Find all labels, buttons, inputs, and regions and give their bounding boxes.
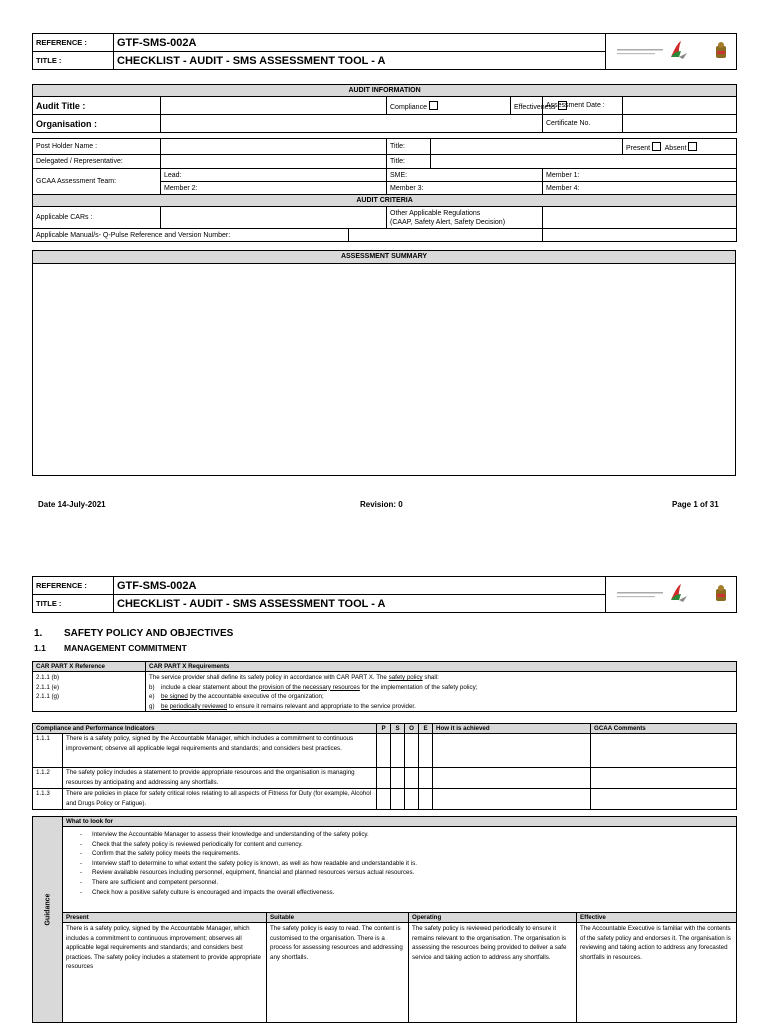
s-cell[interactable]: [391, 734, 405, 768]
list-item: - Check that the safety policy is reviewed periodically for content and currency.: [80, 840, 733, 850]
level-effective-header: Effective: [577, 913, 737, 923]
subsection-heading: [34, 643, 187, 653]
indicators-table: [32, 723, 737, 810]
reference-label: REFERENCE :: [33, 34, 114, 52]
title-value: CHECKLIST - AUDIT - SMS ASSESSMENT TOOL - A: [114, 595, 606, 613]
assessment-date-field[interactable]: [623, 97, 737, 115]
section-heading: [34, 628, 233, 639]
indicator-number: 1.1.2: [33, 768, 63, 789]
list-item: - Interview the Accountable Manager to assess their knowledge and understanding of the safety policy.: [80, 830, 733, 840]
post-holder-title-label: Title:: [387, 139, 431, 155]
reference-value: GTF-SMS-002A: [114, 577, 606, 595]
cars-field[interactable]: [161, 207, 387, 229]
absent-checkbox[interactable]: [688, 142, 697, 151]
team-label: GCAA Assessment Team:: [33, 169, 161, 195]
effectiveness-option[interactable]: [511, 97, 556, 115]
present-checkbox[interactable]: [652, 142, 661, 151]
compliance-checkbox[interactable]: [429, 101, 438, 110]
p-cell[interactable]: [377, 734, 391, 768]
p-cell[interactable]: [377, 789, 391, 810]
gcaa-comments-cell[interactable]: [591, 768, 737, 789]
footer-page: Page 1 of 31: [672, 500, 719, 509]
guidance-side-label: Guidance: [33, 817, 63, 1023]
o-cell[interactable]: [405, 789, 419, 810]
member3-label: Member 3:: [390, 184, 424, 192]
compliance-option[interactable]: [387, 97, 511, 115]
level-operating-header: Operating: [409, 913, 577, 923]
gcaa-logo: [606, 577, 737, 613]
assessment-date-label: Assessment Date :: [543, 97, 623, 115]
compliance-label: Compliance: [390, 103, 427, 111]
car-requirements-table: [32, 661, 737, 712]
gcaa-comments-header: GCAA Comments: [591, 724, 737, 734]
title-label: TITLE :: [33, 595, 114, 613]
what-to-look-for-header: What to look for: [63, 817, 737, 827]
member1-field[interactable]: [543, 169, 737, 182]
audit-title-field[interactable]: [161, 97, 387, 115]
s-header: S: [391, 724, 405, 734]
car-ref-header: CAR PART X Reference: [33, 662, 146, 672]
title-value: CHECKLIST - AUDIT - SMS ASSESSMENT TOOL - A: [114, 52, 606, 70]
logo-graphic: [609, 580, 733, 608]
car-requirements-text: The service provider shall define its safety policy in accordance with CAR PART X. The safety policy shall: b) include a clear statement about the provision of the necessary resources for the implementation of the safety policy; e) be signed by the accountable executive of the organization; g) be periodically reviewed to ensure it remains relevant and appropriate to the service provider.: [146, 672, 737, 712]
gcaa-comments-cell[interactable]: [591, 734, 737, 768]
delegated-title-field[interactable]: [431, 155, 737, 169]
s-cell[interactable]: [391, 789, 405, 810]
member2-field[interactable]: [161, 182, 387, 195]
reference-label: REFERENCE :: [33, 577, 114, 595]
indicator-number: 1.1.1: [33, 734, 63, 768]
cars-label: Applicable CARs :: [33, 207, 161, 229]
e-cell[interactable]: [419, 768, 433, 789]
o-header: O: [405, 724, 419, 734]
page2-header: [32, 576, 737, 613]
car-ref-item: 2.1.1 (e): [36, 683, 60, 691]
o-cell[interactable]: [405, 734, 419, 768]
member3-field[interactable]: [387, 182, 543, 195]
other-regulations-field[interactable]: [543, 207, 737, 229]
sme-field[interactable]: [387, 169, 543, 182]
lead-field[interactable]: [161, 169, 387, 182]
organisation-label: Organisation :: [33, 115, 161, 133]
assessment-summary-title: ASSESSMENT SUMMARY: [33, 251, 735, 264]
sme-label: SME:: [390, 171, 408, 179]
member4-field[interactable]: [543, 182, 737, 195]
level-suitable-header: Suitable: [267, 913, 409, 923]
guidance-list: [63, 827, 737, 913]
title-label: TITLE :: [33, 52, 114, 70]
effectiveness-label: Effectiveness: [514, 103, 556, 111]
lead-label: Lead:: [164, 171, 182, 179]
manuals-label: Applicable Manual/s- Q-Pulse Reference and Version Number:: [33, 229, 349, 242]
p-cell[interactable]: [377, 768, 391, 789]
gcaa-logo: [606, 34, 737, 70]
audit-title-label: Audit Title :: [33, 97, 161, 115]
list-item: - There are sufficient and competent personnel.: [80, 878, 733, 888]
table-row: [33, 734, 737, 768]
manuals-extra-field[interactable]: [543, 229, 737, 242]
certificate-field[interactable]: [623, 115, 737, 133]
level-effective-text: The Accountable Executive is familiar with the contents of the safety policy and endorses it. The organisation is reviewing and taking action to address any forecasted shortfalls in resources.: [577, 923, 737, 1023]
audit-information-table: [32, 84, 737, 242]
how-achieved-header: How it is achieved: [433, 724, 591, 734]
certificate-label: Certificate No.: [543, 115, 623, 133]
table-row: [33, 768, 737, 789]
delegated-label: Delegated / Representative:: [33, 155, 161, 169]
level-present-text: There is a safety policy, signed by the Accountable Manager, which includes a commitment to continuous improvement; observes all applicable legal requirements and standards; and considers best practices. The safety policy includes a statement to provide appropriate resources: [63, 923, 267, 1023]
section-title: SAFETY POLICY AND OBJECTIVES: [64, 628, 234, 639]
assessment-summary-field[interactable]: [33, 264, 735, 475]
member1-label: Member 1:: [546, 171, 580, 179]
e-cell[interactable]: [419, 789, 433, 810]
post-holder-title-field[interactable]: [431, 139, 623, 155]
section-number: 1.: [34, 628, 43, 639]
indicator-text: There is a safety policy, signed by the Accountable Manager, which includes a commitment to continuous improvement; observe all applicable legal requirements and standards; and considers best practices.: [63, 734, 377, 768]
o-cell[interactable]: [405, 768, 419, 789]
assessment-summary-box: [32, 250, 736, 476]
indicator-number: 1.1.3: [33, 789, 63, 810]
car-references: [33, 672, 146, 712]
list-item: - Check how a positive safety culture is encouraged and impacts the overall effectiveness.: [80, 888, 733, 898]
delegated-field[interactable]: [161, 155, 387, 169]
other-regulations-label: [387, 207, 543, 229]
other-regs-line1: Other Applicable Regulations: [390, 209, 481, 217]
audit-criteria-title: AUDIT CRITERIA: [33, 195, 737, 207]
table-row: [33, 789, 737, 810]
subsection-number: 1.1: [34, 643, 46, 653]
how-achieved-cell[interactable]: [433, 789, 591, 810]
logo-graphic: [609, 37, 733, 65]
list-item: - Interview staff to determine to what extent the safety policy is known, as well as how readable and understandable it is.: [80, 859, 733, 869]
car-ref-item: 2.1.1 (b): [36, 674, 60, 681]
e-cell[interactable]: [419, 734, 433, 768]
footer-date: Date 14-July-2021: [38, 500, 106, 509]
level-suitable-text: The safety policy is easy to read. The content is customised to the organisation. There is a process for assessing resources and addressing any shortfalls.: [267, 923, 409, 1023]
organisation-field[interactable]: [161, 115, 543, 133]
delegated-title-label: Title:: [387, 155, 431, 169]
post-holder-label: Post Holder Name :: [33, 139, 161, 155]
car-req-header: CAR PART X Requirements: [146, 662, 737, 672]
s-cell[interactable]: [391, 768, 405, 789]
attendance-options[interactable]: [623, 139, 737, 155]
present-label: Present: [626, 144, 651, 152]
indicators-header: Compliance and Performance Indicators: [33, 724, 377, 734]
subsection-title: MANAGEMENT COMMITMENT: [64, 643, 187, 653]
list-item: - Confirm that the safety policy meets the requirements.: [80, 849, 733, 859]
how-achieved-cell[interactable]: [433, 734, 591, 768]
post-holder-field[interactable]: [161, 139, 387, 155]
how-achieved-cell[interactable]: [433, 768, 591, 789]
car-ref-item: 2.1.1 (g): [36, 693, 60, 701]
gcaa-comments-cell[interactable]: [591, 789, 737, 810]
audit-information-title: AUDIT INFORMATION: [33, 85, 737, 97]
level-operating-text: The safety policy is reviewed periodically to ensure it remains relevant to the organisation. The organisation is assessing the resources being provided to deliver a safe service and taking action to address any shortfalls.: [409, 923, 577, 1023]
manuals-field[interactable]: [349, 229, 543, 242]
page1-header: [32, 33, 737, 70]
guidance-table: [32, 816, 737, 1023]
e-header: E: [419, 724, 433, 734]
member2-label: Member 2:: [164, 184, 198, 192]
reference-value: GTF-SMS-002A: [114, 34, 606, 52]
absent-label: Absent: [664, 144, 687, 152]
member4-label: Member 4:: [546, 184, 580, 192]
list-item: - Review available resources including personnel, equipment, financial and planned resources versus actual resources.: [80, 868, 733, 878]
other-regs-line2: (CAAP, Safety Alert, Safety Decision): [390, 218, 506, 226]
p-header: P: [377, 724, 391, 734]
level-present-header: Present: [63, 913, 267, 923]
indicator-text: There are policies in place for safety critical roles relating to all aspects of Fitness for Duty (for example, Alcohol and Drugs Policy or Fatigue).: [63, 789, 377, 810]
indicator-text: The safety policy includes a statement to provide appropriate resources and the organisation is managing resources by anticipating and addressing any shortfalls.: [63, 768, 377, 789]
footer-revision: Revision: 0: [360, 500, 403, 509]
